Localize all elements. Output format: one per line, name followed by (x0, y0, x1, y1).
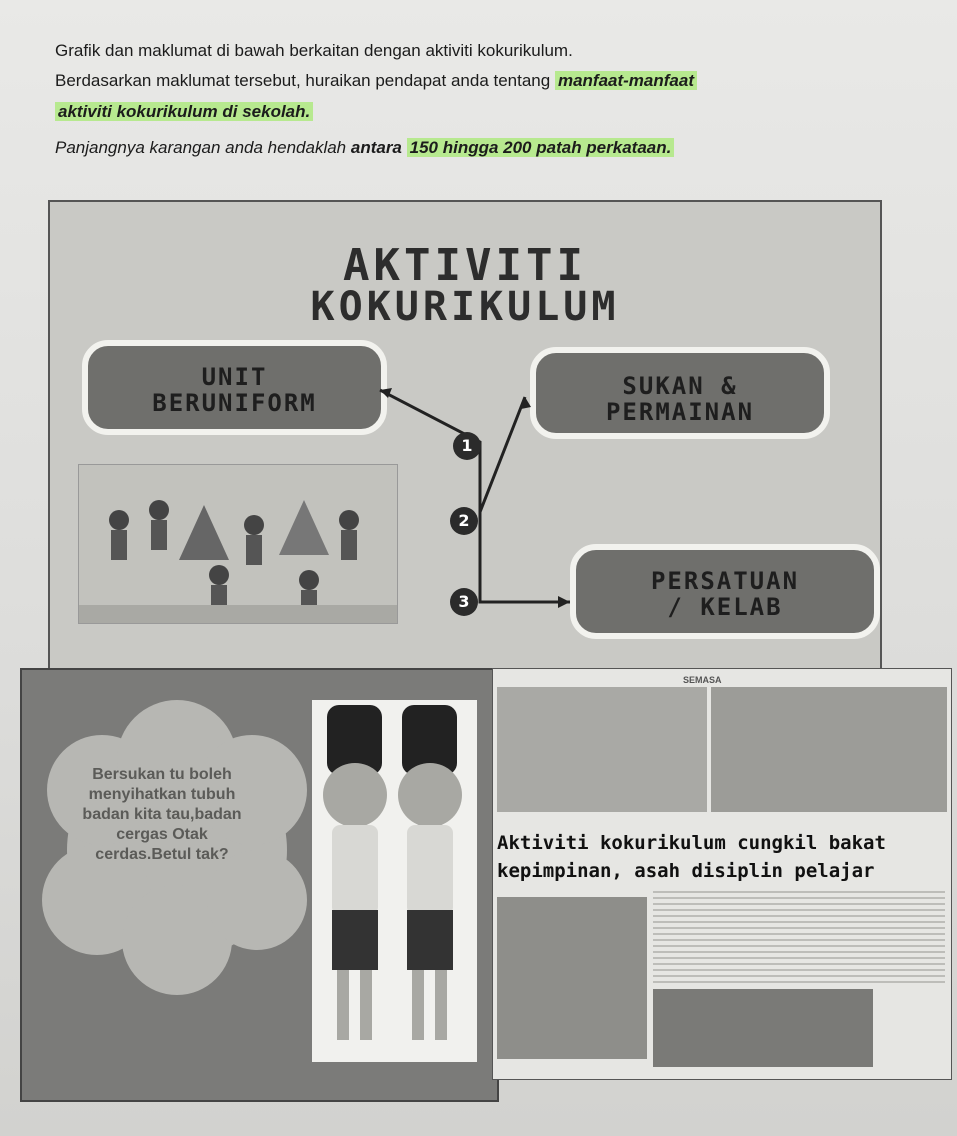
newspaper-photo-march (711, 687, 947, 812)
highlight-aktiviti: aktiviti kokurikulum di sekolah. (55, 102, 313, 121)
newspaper-photo-boats (653, 989, 873, 1067)
question-line-4-text: Panjangnya karangan anda hendaklah (55, 138, 351, 157)
highlight-word-count: 150 hingga 200 patah perkataan. (407, 138, 675, 157)
cloud-speech-text: Bersukan tu boleh menyihatkan tubuh badan kita tau,badan cergas Otak cerdas.Betul tak? (82, 766, 242, 863)
poster-title-line-1: AKTIVITI (343, 240, 587, 291)
question-line-4-bold: antara (350, 138, 402, 157)
poster (48, 200, 882, 674)
question-line-2 (55, 70, 697, 92)
question-line-3 (55, 101, 313, 123)
lower-left-panel (20, 668, 499, 1102)
pill-sukan-line-2: PERMAINAN (605, 398, 755, 426)
headline-line-1: Aktiviti kokurikulum cungkil bakat (497, 832, 886, 854)
newspaper-article-columns (653, 891, 945, 986)
highlight-manfaat: manfaat-manfaat (555, 71, 697, 90)
pill-unit-line-1: UNIT (201, 363, 268, 391)
cartoon-boys-illustration (312, 700, 477, 1062)
newspaper-masthead: SEMASA (683, 675, 722, 685)
newspaper-photo-tower (497, 687, 707, 812)
number-badge-2: 2 (450, 507, 478, 535)
pill-unit-line-2: BERUNIFORM (152, 389, 317, 417)
camping-scene-image (79, 465, 397, 623)
scouts-camping-illustration (78, 464, 398, 624)
newspaper-clipping (492, 668, 952, 1080)
pill-sukan-line-1: SUKAN & (622, 372, 738, 400)
headline-line-2: kepimpinan, asah disiplin pelajar (497, 860, 875, 882)
number-badge-3: 3 (450, 588, 478, 616)
pill-persatuan-line-2: / KELAB (667, 593, 783, 621)
question-line-2-text: Berdasarkan maklumat tersebut, huraikan pendapat anda tentang (55, 71, 555, 90)
newspaper-headline (493, 829, 951, 885)
poster-title-line-2: KOKURIKULUM (310, 284, 620, 330)
question-line-4 (55, 137, 674, 159)
number-badge-1: 1 (453, 432, 481, 460)
newspaper-photo-people (497, 897, 647, 1059)
pill-persatuan-line-1: PERSATUAN (650, 567, 800, 595)
cartoon-boys-image (312, 700, 477, 1062)
question-line-1: Grafik dan maklumat di bawah berkaitan dengan aktiviti kokurikulum. (55, 41, 573, 60)
